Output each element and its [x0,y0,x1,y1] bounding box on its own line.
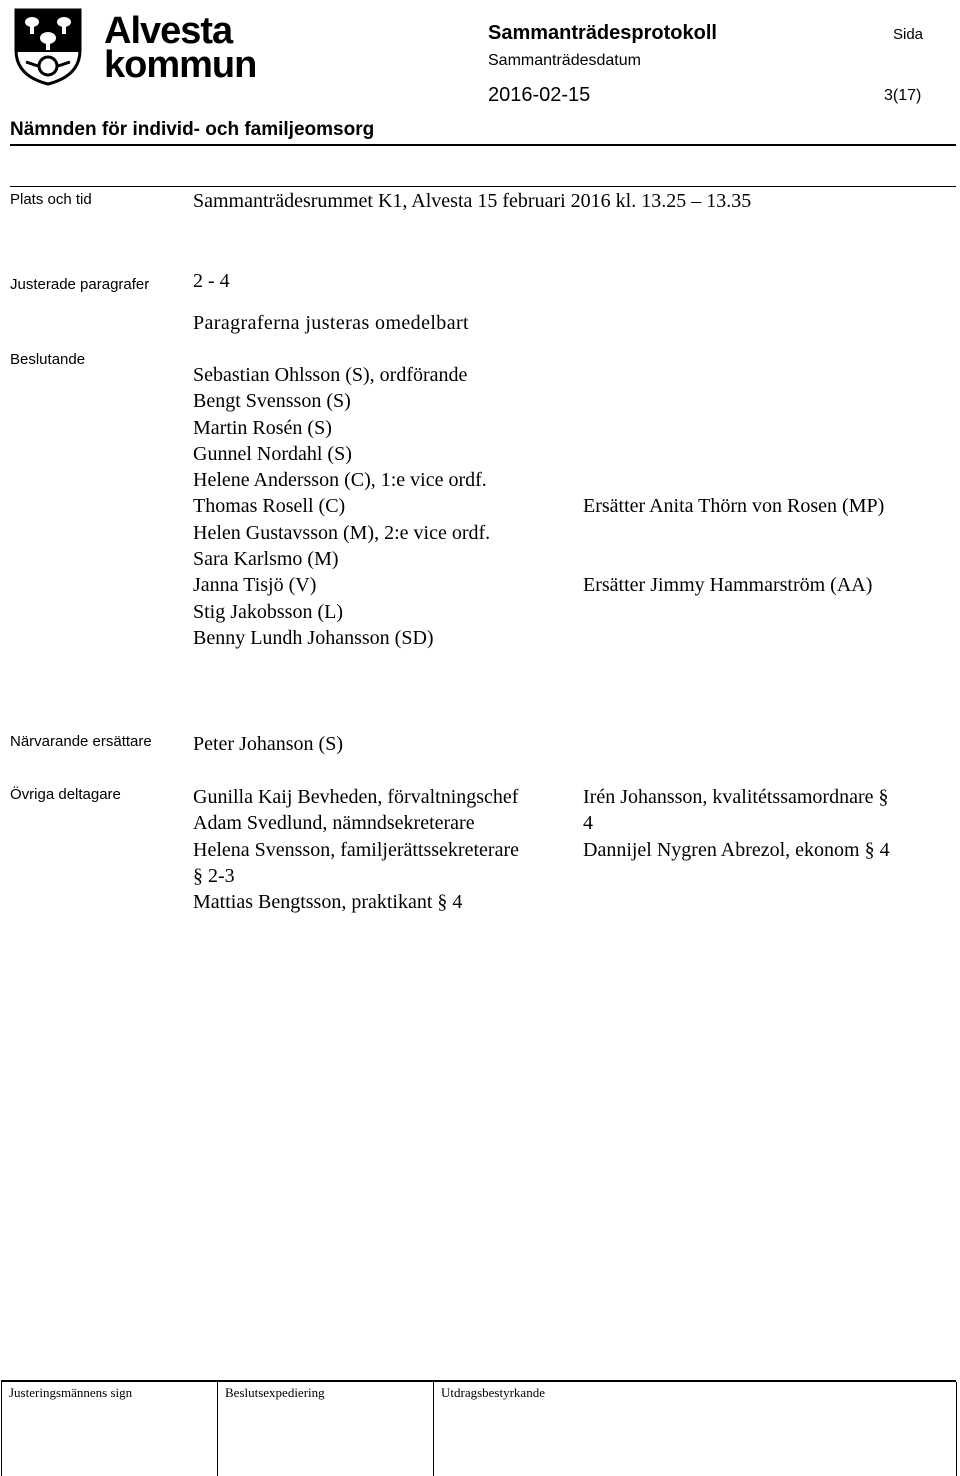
list-item: Sara Karlsmo (M) [193,548,339,571]
present-substitutes-value: Peter Johanson (S) [193,733,343,755]
list-item: Gunnel Nordahl (S) [193,442,352,465]
other-participants-left [193,784,519,915]
page-label: Sida [893,26,924,43]
list-item: Helen Gustavsson (M), 2:e vice ordf. [193,521,491,544]
header-divider [10,144,956,146]
signature-label-dispatch: Beslutsexpediering [225,1385,325,1400]
list-item: 4 [583,812,593,835]
page-number: 3(17) [884,87,922,104]
signature-footer [1,1380,956,1476]
municipality-logo [12,6,257,88]
list-item: Mattias Bengtsson, praktikant § 4 [193,891,463,914]
org-name-line2: kommun [104,44,257,86]
list-item: Irén Johansson, kvalitétssamordnare § [583,786,889,808]
committee-name: Nämnden för individ- och familjeomsorg [10,119,375,140]
list-item: Martin Rosén (S) [193,416,332,439]
signature-box-adjusters [1,1382,218,1476]
signature-box-dispatch [217,1382,434,1476]
place-label: Plats och tid [10,191,92,208]
list-item: Gunilla Kaij Bevheden, förvaltningschef [193,786,519,808]
adjusted-value: 2 - 4 [193,270,230,292]
list-item: Bengt Svensson (S) [193,390,351,413]
org-name-line1: Alvesta [104,10,233,52]
list-item: Dannijel Nygren Abrezol, ekonom § 4 [583,838,890,861]
present-substitutes-label: Närvarande ersättare [10,733,152,750]
other-participants-label: Övriga deltagare [10,786,121,803]
substitute-note-2: Ersätter Jimmy Hammarström (AA) [583,574,873,596]
list-item: Benny Lundh Johansson (SD) [193,626,434,649]
list-item: Janna Tisjö (V) [193,574,317,597]
place-divider [10,186,956,187]
substitute-note-1: Ersätter Anita Thörn von Rosen (MP) [583,495,885,517]
list-item: Sebastian Ohlsson (S), ordförande [193,364,468,386]
list-item: Thomas Rosell (C) [193,495,346,518]
list-item: § 2-3 [193,864,235,887]
signature-label-adjusters: Justeringsmännens sign [9,1385,133,1400]
adjusted-label: Justerade paragrafer [10,276,150,293]
signature-label-extract: Utdragsbestyrkande [441,1385,545,1400]
deciding-label: Beslutande [10,351,86,368]
list-item: Adam Svedlund, nämndsekreterare [193,812,475,835]
meeting-date-value: 2016-02-15 [488,84,591,106]
deciding-list [193,362,490,651]
other-participants-right [583,784,890,863]
list-item: Stig Jakobsson (L) [193,600,343,623]
meeting-date-label: Sammanträdesdatum [488,52,641,69]
place-value: Sammanträdesrummet K1, Alvesta 15 februari 2016 kl. 13.25 – 13.35 [193,190,752,212]
adjusted-note: Paragraferna justeras omedelbart [193,312,470,334]
coat-of-arms-icon [12,6,84,86]
list-item: Helene Andersson (C), 1:e vice ordf. [193,469,487,492]
document-title: Sammanträdesprotokoll [488,22,717,44]
list-item: Helena Svensson, familjerättssekreterare [193,838,519,861]
signature-box-extract [433,1382,957,1476]
